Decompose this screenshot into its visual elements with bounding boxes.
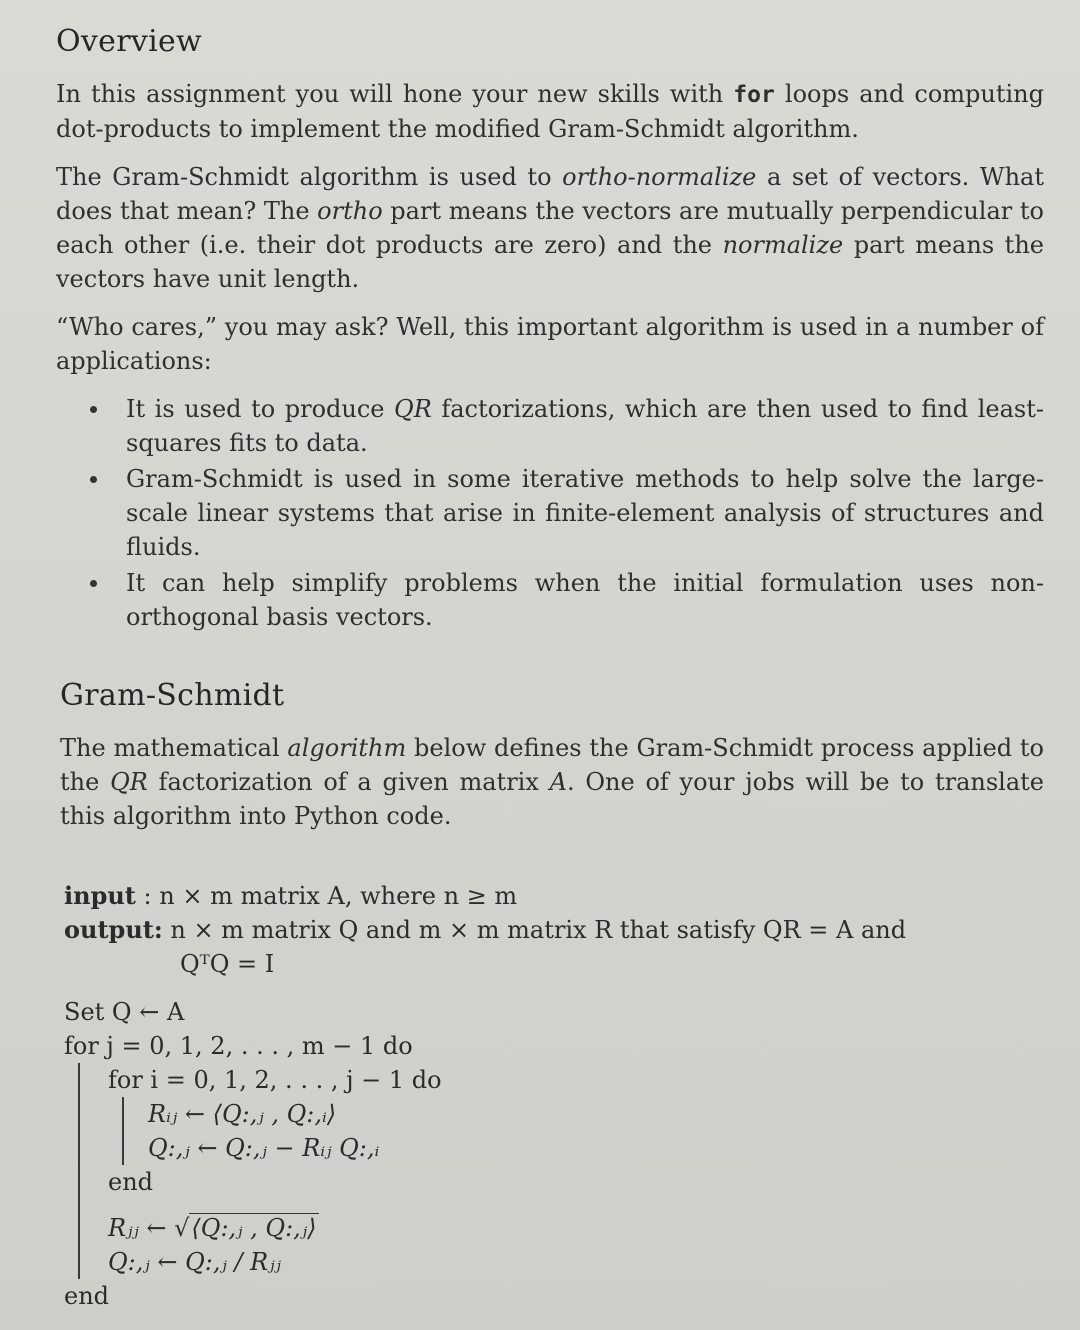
algo-line-set: Set Q ← A bbox=[64, 998, 185, 1026]
sqrt-radicand: ⟨Q:,ⱼ , Q:,ⱼ⟩ bbox=[191, 1214, 317, 1242]
overview-paragraph-3: “Who cares,” you may ask? Well, this important algorithm is used in a number of applications: bbox=[56, 313, 1044, 375]
emphasis-ortho-normalize: ortho-normalize bbox=[562, 163, 757, 191]
outer-loop-body bbox=[78, 1063, 1044, 1279]
for-keyword: for bbox=[733, 82, 775, 108]
overview-paragraph-1: In this assignment you will hone your new skills with for loops and computing dot-products to implement the modified Gram-Schmidt algorithm. bbox=[56, 80, 1044, 143]
algo-line-qj-update: Q:,ⱼ ← Q:,ⱼ − Rᵢⱼ Q:,ᵢ bbox=[148, 1134, 380, 1162]
inner-loop-body bbox=[122, 1097, 1044, 1165]
algo-line-normalize: Q:,ⱼ ← Q:,ⱼ / Rⱼⱼ bbox=[108, 1248, 281, 1276]
overview-paragraph-2: The Gram-Schmidt algorithm is used to ortho-normalize a set of vectors. What does that mean? The ortho part means the vectors are mutually perpendicular to each other (i.e. their dot products are zero) and the normalize part means the vectors have unit length. bbox=[56, 163, 1044, 293]
output-line: output: n × m matrix Q and m × m matrix R that satisfy QR = A and bbox=[64, 913, 1044, 947]
algo-line-inner-for: for i = 0, 1, 2, . . . , j − 1 do bbox=[108, 1066, 442, 1094]
algorithm-block bbox=[60, 995, 1044, 1313]
output-continuation: QᵀQ = I bbox=[180, 950, 275, 978]
algo-line-outer-end: end bbox=[64, 1282, 110, 1310]
list-item: Gram-Schmidt is used in some iterative methods to help solve the large-scale linear systems that arise in finite-element analysis of structures and fluids. bbox=[86, 462, 1044, 564]
algo-line-outer-for: for j = 0, 1, 2, . . . , m − 1 do bbox=[64, 1032, 413, 1060]
algo-line-rij: Rᵢⱼ ← ⟨Q:,ⱼ , Q:,ᵢ⟩ bbox=[148, 1100, 337, 1128]
gram-schmidt-paragraph: The mathematical algorithm below defines the Gram-Schmidt process applied to the QR factorization of a given matrix A. One of your jobs will be to translate this algorithm into Python code. bbox=[60, 734, 1045, 830]
list-item: It is used to produce QR factorizations, which are then used to find least-squares fits to data. bbox=[86, 392, 1044, 460]
applications-list bbox=[56, 392, 1044, 634]
gram-schmidt-heading: Gram-Schmidt bbox=[60, 678, 285, 713]
emphasis-normalize: normalize bbox=[722, 231, 844, 259]
algo-line-rjj: Rⱼⱼ ← √⟨Q:,ⱼ , Q:,ⱼ⟩ bbox=[108, 1214, 317, 1242]
list-item: It can help simplify problems when the initial formulation uses non-orthogonal basis vectors. bbox=[86, 566, 1044, 634]
algo-line-inner-end: end bbox=[108, 1168, 154, 1196]
input-label: input bbox=[64, 881, 136, 910]
input-line: input : n × m matrix A, where n ≥ m bbox=[64, 879, 1044, 913]
emphasis-algorithm: algorithm bbox=[287, 734, 407, 762]
gram-schmidt-section bbox=[56, 678, 1044, 1313]
overview-heading: Overview bbox=[56, 24, 203, 59]
algorithm-io bbox=[60, 879, 1044, 981]
output-label: output: bbox=[64, 915, 163, 944]
emphasis-ortho: ortho bbox=[317, 197, 383, 225]
overview-section bbox=[56, 24, 1044, 634]
